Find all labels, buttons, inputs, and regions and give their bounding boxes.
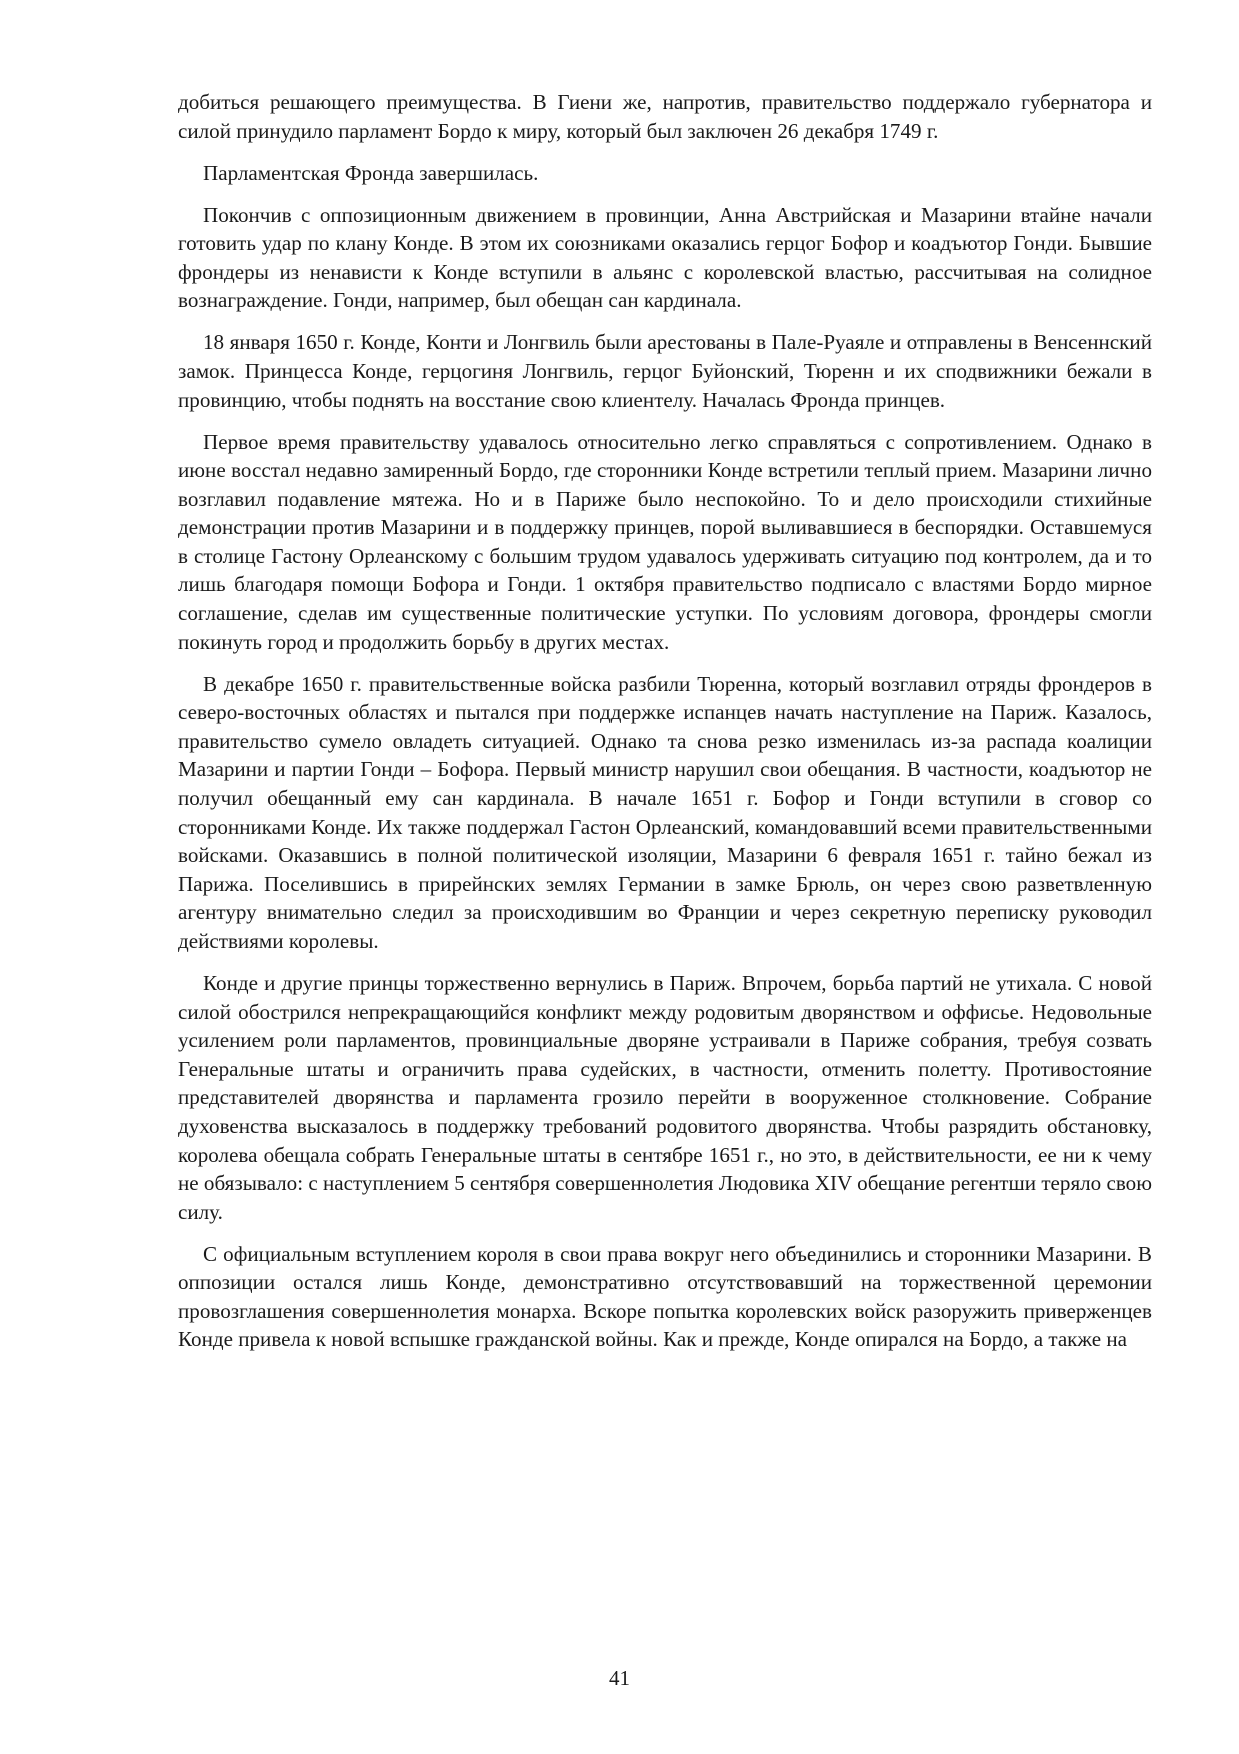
paragraph-7: Конде и другие принцы торжественно вернулись в Париж. Впрочем, борьба партий не утихала. С новой силой обострился непрекращающийся конфликт между родовитым дворянством и оффисье. Недовольные усилением роли парламентов, провинциальные дворяне устраивали в Париже собрания, требуя созвать Генеральные штаты и ограничить права судейских, в частности, отменить полетту. Противостояние представителей дворянства и парламента грозило перейти в вооруженное столкновение. Собрание духовенства высказалось в поддержку требований родовитого дворянства. Чтобы разрядить обстановку, королева обещала собрать Генеральные штаты в сентябре 1651 г., но это, в действительности, ее ни к чему не обязывало: с наступлением 5 сентября совершеннолетия Людовика XIV обещание регентши теряло свою силу.	[178, 970, 1152, 1224]
paragraph-3: Покончив с оппозиционным движением в провинции, Анна Австрийская и Мазарини втайне начали готовить удар по клану Конде. В этом их союзниками оказались герцог Бофор и коадъютор Гонди. Бывшие фрондеры из ненависти к Конде вступили в альянс с королевской властью, рассчитывая на солидное вознаграждение. Гонди, например, был обещан сан кардинала.	[178, 202, 1152, 313]
paragraph-4: 18 января 1650 г. Конде, Конти и Лонгвиль были арестованы в Пале-Руаяле и отправлены в Венсеннский замок. Принцесса Конде, герцогиня Лонгвиль, герцог Буйонский, Тюренн и их сподвижники бежали в провинцию, чтобы поднять на восстание свою клиентелу. Началась Фронда принцев.	[178, 330, 1152, 412]
paragraph-2: Парламентская Фронда завершилась.	[203, 160, 539, 185]
paragraph-1: добиться решающего преимущества. В Гиени же, напротив, правительство поддержало губернатора и силой принудило парламент Бордо к миру, который был заключен 26 декабря 1749 г.	[178, 90, 1152, 143]
page-number: 41	[609, 1666, 630, 1690]
paragraph-6: В декабре 1650 г. правительственные войска разбили Тюренна, который возглавил отряды фрондеров в северо-восточных областях и пытался при поддержке испанцев начать наступление на Париж. Казалось, правительство сумело овладеть ситуацией. Однако та снова резко изменилась из-за распада коалиции Мазарини и партии Гонди – Бофора. Первый министр нарушил свои обещания. В частности, коадъютор не получил обещанный ему сан кардинала. В начале 1651 г. Бофор и Гонди вступили в сговор со сторонниками Конде. Их также поддержал Гастон Орлеанский, командовавший всеми правительственными войсками. Оказавшись в полной политической изоляции, Мазарини 6 февраля 1651 г. тайно бежал из Парижа. Поселившись в прирейнских землях Германии в замке Брюль, он через свою разветвленную агентуру внимательно следил за происходившим во Франции и через секретную переписку руководил действиями королевы.	[178, 671, 1152, 953]
paragraph-5: Первое время правительству удавалось относительно легко справляться с сопротивлением. Однако в июне восстал недавно замиренный Бордо, где сторонники Конде встретили теплый прием. Мазарини лично возглавил подавление мятежа. Но и в Париже было неспокойно. То и дело происходили стихийные демонстрации против Мазарини и в поддержку принцев, порой выливавшиеся в беспорядки. Оставшемуся в столице Гастону Орлеанскому с большим трудом удавалось удерживать ситуацию под контролем, да и то лишь благодаря помощи Бофора и Гонди. 1 октября правительство подписало с властями Бордо мирное соглашение, сделав им существенные политические уступки. По условиям договора, фрондеры смогли покинуть город и продолжить борьбу в других местах.	[178, 429, 1152, 654]
page-body	[178, 88, 1152, 1367]
paragraph-8: С официальным вступлением короля в свои права вокруг него объединились и сторонники Мазарини. В оппозиции остался лишь Конде, демонстративно отсутствовавший на торжественной церемонии провозглашения совершеннолетия монарха. Вскоре попытка королевских войск разоружить приверженцев Конде привела к новой вспышке гражданской войны. Как и прежде, Конде опирался на Бордо, а также на	[178, 1241, 1152, 1352]
